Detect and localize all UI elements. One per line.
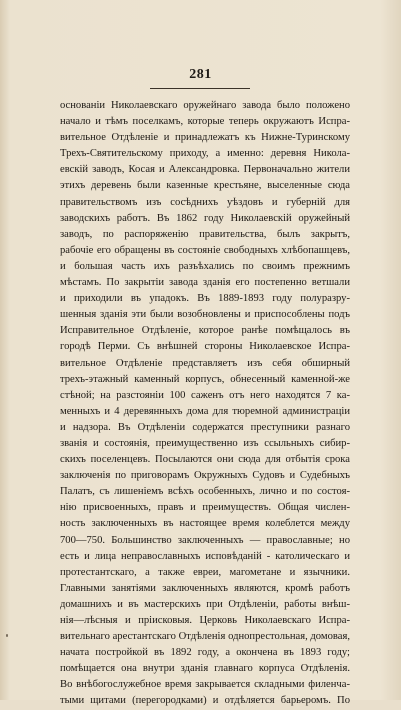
text-line: званія и состоянія, преимущественно изъ ссыльныхъ сибир- <box>60 437 350 449</box>
paper-speck <box>6 634 8 637</box>
text-line: и большая часть ихъ разъѣхались по своимъ прежнимъ <box>60 260 350 272</box>
text-line: Во внѣбогослужебное время закрывается складными филенча- <box>60 679 350 691</box>
text-line: нію присвоенныхъ, правъ и преимуществъ. Общая числен- <box>60 502 350 514</box>
text-line: заключенія по приговорамъ Окружныхъ Судовъ и Судебныхъ <box>60 470 350 482</box>
text-line: заводъ, по распоряженію правительства, былъ закрытъ, <box>60 228 350 240</box>
body-text <box>60 98 350 710</box>
text-line: заводскихъ работъ. Въ 1862 году Николаевскій оружейный <box>60 212 350 224</box>
text-line: нія—лѣсныя и пріисковыя. Церковь Николаевскаго Испра- <box>60 615 350 626</box>
page-number-rule <box>150 88 250 89</box>
text-line: помѣщается она внутри зданія главнаго корпуса Отдѣленія. <box>60 663 350 675</box>
page-number: 281 <box>189 67 212 82</box>
text-line: тыми щитами (перегородками) и отдѣляется барьеромъ. По <box>60 695 350 707</box>
text-line: и надзора. Въ Отдѣленіи содержатся преступники разнаго <box>60 421 350 433</box>
text-line: стѣной; на разстояніи 100 саженъ отъ него находятся 7 ка- <box>60 389 350 401</box>
text-line: начало и тѣмъ поселкамъ, которые теперь окружаютъ Испра- <box>60 116 350 128</box>
text-line: Палатъ, съ лишеніемъ всѣхъ особенныхъ, лично и по состоя- <box>60 486 350 498</box>
text-line: городѣ Перми. Съ внѣшней стороны Николаевское Испра- <box>60 341 350 353</box>
text-line: Трехъ-Святительскому приходу, а именно: деревня Никола- <box>60 148 350 160</box>
text-line: скихъ поселенцевъ. Посылаются они сюда для отбытія срока <box>60 454 350 466</box>
text-line: домашнихъ и въ мастерскихъ при Отдѣленіи, работы внѣш- <box>60 598 350 610</box>
text-line: вительнаго арестантскаго Отдѣленія однопрестольная, домовая, <box>60 631 350 643</box>
text-line: этихъ деревень были казенные крестьяне, выселенные сюда <box>60 180 350 192</box>
text-line: начата постройкой въ 1892 году, а окончена въ 1893 году; <box>60 647 350 659</box>
text-line: шенныя зданія эти были возобновлены и приспособлены подъ <box>60 309 350 321</box>
text-line: правительствомъ изъ сосѣднихъ уѣздовъ и губерній для <box>60 196 350 208</box>
text-line: менныхъ и 4 деревянныхъ дома для тюремной администраціи <box>60 405 350 417</box>
text-line: вительное Отдѣленіе представляетъ изъ себя обширный <box>60 357 350 369</box>
text-line: Исправительное Отдѣленіе, которое ранѣе помѣщалось въ <box>60 325 350 337</box>
text-line: 700—750. Большинство заключенныхъ — православные; но <box>60 534 350 546</box>
text-line: протестантскаго, а также евреи, магометане и язычники. <box>60 566 350 578</box>
text-line: Главными занятіями заключенныхъ являются, кромѣ работъ <box>60 582 350 594</box>
text-line: вительное Отдѣленіе и принадлежатъ къ Нижне-Туринскому <box>60 132 350 144</box>
text-line: евскій заводъ, Косая и Александровка. Первоначально жители <box>60 164 350 176</box>
text-line: мѣстамъ. По закрытіи завода зданія его постепенно ветшали <box>60 277 350 289</box>
text-line: рабочіе его обращены въ состояніе свободныхъ хлѣбопашцевъ, <box>60 244 350 256</box>
text-line: и приходили въ упадокъ. Въ 1889-1893 году полуразру- <box>60 293 350 305</box>
text-line: ность заключенныхъ въ настоящее время колеблется между <box>60 518 350 530</box>
text-line: есть и лица неправославныхъ исповѣданій - католическаго и <box>60 550 350 562</box>
text-line: трехъ-этажный каменный корпусъ, обнесенный каменной-же <box>60 373 350 385</box>
text-line: основаніи Николаевскаго оружейнаго завода было положено <box>60 100 350 111</box>
